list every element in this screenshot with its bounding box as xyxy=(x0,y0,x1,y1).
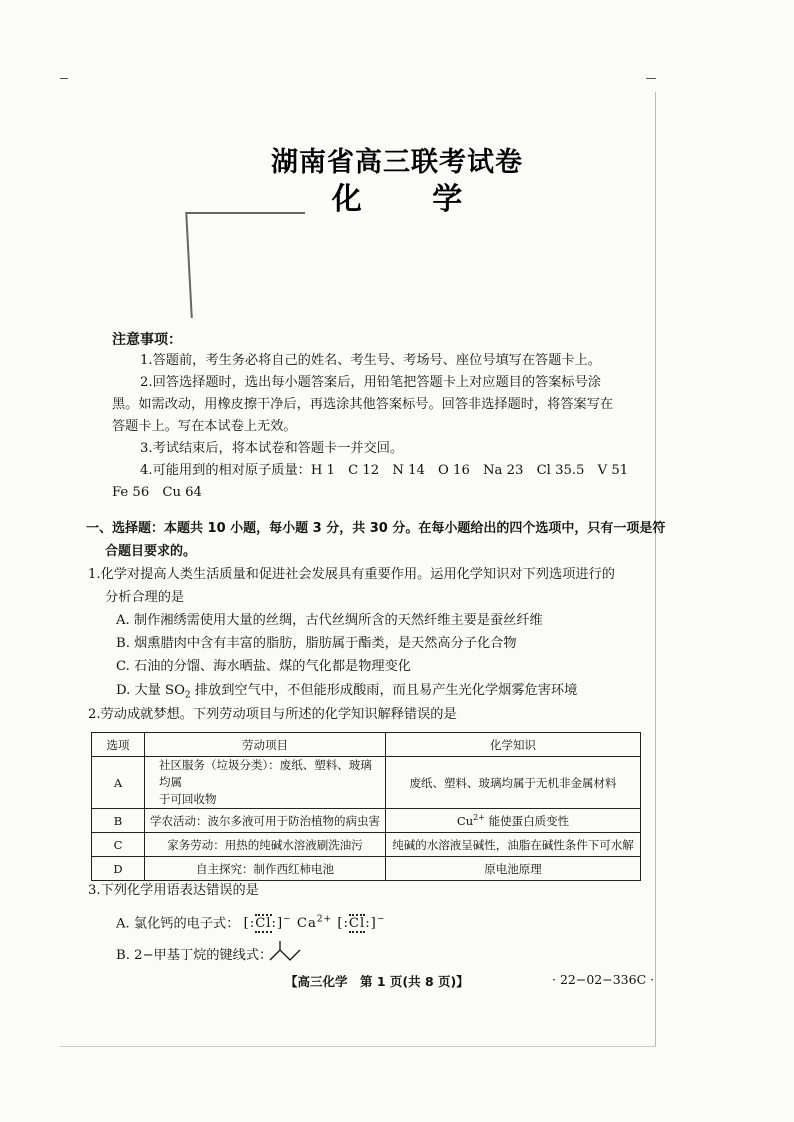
row-b-project: 学农活动：波尔多液可用于防治植物的病虫害 xyxy=(145,809,386,833)
row-d-option: D xyxy=(92,857,145,881)
q1-option-d xyxy=(116,680,577,707)
row-b-knowledge-text: 能使蛋白质变性 xyxy=(484,813,570,828)
notice-heading: 注意事项： xyxy=(112,332,182,348)
section-heading: 一、选择题：本题共 10 小题，每小题 3 分，共 30 分。在每小题给出的四个选项中，只有一项是符 xyxy=(86,521,666,536)
calcium-symbol: Ca xyxy=(296,916,317,932)
table-row xyxy=(92,809,641,833)
table-header-knowledge: 化学知识 xyxy=(386,733,641,757)
exam-subject: 化 学 xyxy=(331,182,463,217)
row-b-knowledge xyxy=(386,809,641,833)
chlorine-symbol-2: Cl xyxy=(348,916,366,932)
notice-item-4-cont: Fe 56 Cu 64 xyxy=(112,485,202,500)
row-d-project: 自主探究：制作西红柿电池 xyxy=(145,857,386,881)
scan-border-right xyxy=(655,92,656,1047)
corner-mark-left xyxy=(60,78,68,79)
q3-stem: 3.下列化学用语表达错误的是 xyxy=(88,883,259,898)
row-b-option: B xyxy=(92,809,145,833)
q1-option-d-rest: 排放到空气中，不但能形成酸雨，而且易产生光化学烟雾危害环境 xyxy=(190,683,578,698)
row-a-project-line2: 于可回收物 xyxy=(159,792,217,806)
charge-minus-2: − xyxy=(376,915,386,925)
bracket-close-1: :] xyxy=(271,916,284,932)
notice-item-2: 2.回答选择题时，选出每小题答案后，用铅笔把答题卡上对应题目的答案标号涂 xyxy=(140,375,601,390)
row-d-knowledge: 原电池原理 xyxy=(386,857,641,881)
row-a-project xyxy=(145,757,386,809)
q1-stem-cont: 分析合理的是 xyxy=(105,590,185,605)
page-footer: 【高三化学 第 1 页(共 8 页)】 xyxy=(285,974,469,989)
scan-border-bottom xyxy=(60,1046,656,1047)
row-a-knowledge: 废纸、塑料、玻璃均属于无机非金属材料 xyxy=(386,757,641,809)
table-header-project: 劳动项目 xyxy=(145,733,386,757)
exam-title: 湖南省高三联考试卷 xyxy=(271,147,523,178)
section-heading-cont: 合题目要求的。 xyxy=(105,544,197,559)
q2-stem: 2.劳动成就梦想。下列劳动项目与所述的化学知识解释错误的是 xyxy=(88,707,457,722)
row-c-project: 家务劳动：用热的纯碱水溶液刷洗油污 xyxy=(145,833,386,857)
q1-option-a: A. 制作湘绣需使用大量的丝绸，古代丝绸所含的天然纤维主要是蚕丝纤维 xyxy=(116,613,543,628)
bracket-open-2: [: xyxy=(337,916,349,932)
notice-item-2-cont2: 答题卡上。写在本试卷上无效。 xyxy=(112,419,297,434)
q3-option-b xyxy=(116,945,272,967)
table-row xyxy=(92,757,641,809)
q3-option-b-label: B. 2−甲基丁烷的键线式： xyxy=(116,948,273,963)
q1-option-d-prefix: D. 大量 SO xyxy=(116,683,185,698)
corner-mark-right xyxy=(646,78,656,79)
notice-item-2-cont: 黑。如需改动，用橡皮擦干净后，再选涂其他答案标号。回答非选择题时，将答案写在 xyxy=(112,397,614,412)
calcium-charge: 2+ xyxy=(316,915,333,925)
bracket-open-1: [: xyxy=(243,916,256,932)
q3-option-a xyxy=(116,909,385,935)
q2-table xyxy=(91,732,641,881)
row-c-option: C xyxy=(92,833,145,857)
skeletal-formula-icon xyxy=(266,940,306,964)
row-c-knowledge: 纯碱的水溶液呈碱性，油脂在碱性条件下可水解 xyxy=(386,833,641,857)
notice-item-1: 1.答题前，考生务必将自己的姓名、考生号、考场号、座位号填写在答题卡上。 xyxy=(140,353,601,368)
scan-artifact-top xyxy=(187,212,305,214)
q1-stem: 1.化学对提高人类生活质量和促进社会发展具有重要作用。运用化学知识对下列选项进行的 xyxy=(88,567,615,582)
electron-formula xyxy=(244,916,386,931)
chlorine-symbol-1: Cl xyxy=(255,916,272,932)
charge-minus-1: − xyxy=(283,915,292,925)
table-row xyxy=(92,833,641,857)
table-header-option: 选项 xyxy=(92,733,145,757)
table-row xyxy=(92,857,641,881)
row-b-knowledge-ion: Cu xyxy=(456,813,474,828)
scan-artifact-side xyxy=(185,212,193,318)
bracket-close-2: :] xyxy=(365,916,377,932)
notice-item-3: 3.考试结束后，将本试卷和答题卡一并交回。 xyxy=(140,441,404,456)
notice-item-4: 4.可能用到的相对原子质量：H 1 C 12 N 14 O 16 Na 23 Cl 35.5 V 51 xyxy=(140,463,629,478)
q1-option-d-sub: 2 xyxy=(184,690,191,701)
row-a-option: A xyxy=(92,757,145,809)
q3-option-a-label: A. 氯化钙的电子式： xyxy=(116,916,240,932)
row-b-knowledge-charge: 2+ xyxy=(473,812,485,822)
paper-code: · 22−02−336C · xyxy=(552,972,655,987)
row-a-project-line1: 社区服务（垃圾分类）：废纸、塑料、玻璃均属 xyxy=(159,758,372,789)
q1-option-c: C. 石油的分馏、海水晒盐、煤的气化都是物理变化 xyxy=(116,659,411,674)
q1-option-b: B. 烟熏腊肉中含有丰富的脂肪，脂肪属于酯类，是天然高分子化合物 xyxy=(116,636,517,651)
table-header-row xyxy=(92,733,641,757)
